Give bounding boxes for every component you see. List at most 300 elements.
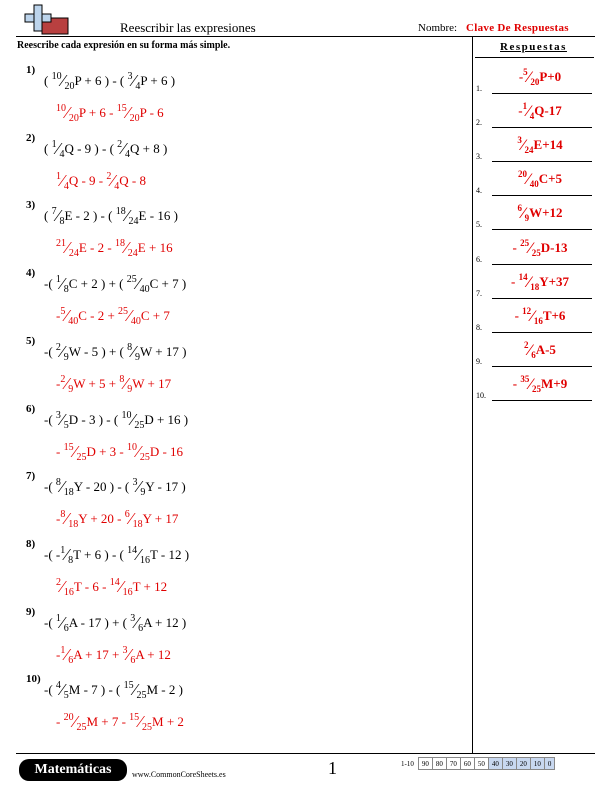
denominator: 40 [139,284,150,296]
fraction-slash: ⁄ [135,612,139,632]
expression-text: W + 17 [132,375,172,391]
answer-number: 2. [476,118,482,128]
name-value: Clave De Respuestas [466,22,569,34]
name-label: Nombre: [418,22,458,34]
problem-item [18,64,458,130]
fraction [55,680,69,702]
problem-expression [44,341,186,361]
denominator: 6 [63,622,69,634]
expression-text: - [518,69,524,84]
expression-text: - [512,239,521,255]
problem-expression [44,205,178,228]
expression-text: A + 12 ) [143,614,187,630]
answer-line [474,98,596,132]
fraction-slash: ⁄ [529,239,532,257]
expression-text: E - 2 ) - ( [64,208,116,224]
fraction [55,477,74,499]
denominator: 5 [63,419,69,431]
numerator: 10 [121,409,132,421]
denominator: 9 [68,383,74,395]
answer-value [484,68,596,86]
fraction-slash: ⁄ [111,170,115,190]
fraction [123,680,147,702]
problem-answer [56,305,170,328]
expression-text: T + 6 ) - ( [73,546,128,562]
denominator: 8 [63,284,69,296]
numerator: 10 [51,71,62,82]
fraction-slash: ⁄ [65,509,69,529]
answer-underline [492,127,592,128]
problem-number: 3) [26,199,36,212]
problem-expression [44,612,186,632]
answer-underline [492,400,592,401]
fraction [117,138,130,160]
problem-item [18,132,458,198]
numerator: 14 [109,576,120,588]
numerator: 21 [56,238,66,250]
column-divider [472,37,473,753]
denominator: 24 [68,248,79,260]
denominator: 9 [524,213,530,224]
numerator: 20 [518,169,528,180]
fraction [106,170,120,192]
fraction [51,71,75,92]
fraction [56,238,79,260]
expression-text: E - 2 - [78,240,115,256]
expression-text: W+12 [529,205,563,221]
fraction-slash: ⁄ [60,409,64,429]
fraction [520,237,541,258]
problem-number: 2) [26,131,36,144]
fraction-slash: ⁄ [60,341,64,361]
numerator: 20 [63,712,74,724]
fraction [115,206,139,228]
denominator: 6 [531,349,536,360]
answer-line [474,200,596,234]
expression-text: - [56,375,61,391]
answer-number: 10. [476,390,486,400]
answer-underline [492,195,592,196]
expression-text: P + 6 ) - ( [74,73,128,88]
numerator: 5 [523,67,528,77]
fraction-slash: ⁄ [129,509,133,529]
expression-text: C + 7 [140,308,170,324]
denominator: 40 [68,316,79,328]
expression-text: W + 5 + [73,375,120,391]
expression-text: Y + 17 [142,511,179,527]
answer-line [474,371,596,405]
problem-item [18,470,458,536]
fraction [127,341,140,363]
fraction [56,576,74,598]
denominator: 16 [63,586,74,598]
numerator: 1 [60,644,66,656]
denominator: 16 [533,315,543,326]
problem-number: 7) [26,470,36,483]
numerator: 10 [56,103,66,114]
problem-item [18,403,458,469]
denominator: 8 [68,554,74,566]
fraction-slash: ⁄ [136,274,140,294]
numerator: 6 [517,203,522,214]
fraction [60,509,79,531]
fraction [518,169,539,190]
fraction-slash: ⁄ [61,71,65,90]
expression-text: Y + 20 - [78,511,125,527]
fraction-slash: ⁄ [65,306,69,326]
answer-value [484,170,596,188]
denominator: 18 [63,487,74,499]
numerator: 3 [55,409,61,421]
denominator: 16 [122,586,133,598]
denominator: 20 [129,113,140,124]
answer-value [484,273,596,291]
problem-answer [56,508,179,531]
fraction [517,203,530,224]
problem-answer [56,644,171,664]
problem-number: 1) [26,64,36,76]
fraction [55,612,69,634]
denominator: 24 [524,145,534,156]
score-cell: 20 [516,758,530,770]
answer-underline [492,366,592,367]
fraction [127,441,150,463]
expression-text: T - 12 ) [149,546,190,562]
expression-text: D-13 [540,239,568,255]
fraction-slash: ⁄ [60,477,64,497]
problem-expression [44,476,186,499]
expression-text: - [512,375,521,391]
numerator: 3 [132,477,138,489]
fraction [520,373,542,394]
answer-number: 9. [476,356,482,366]
answer-number: 6. [476,254,482,264]
problem-expression [44,409,188,429]
fraction-slash: ⁄ [127,644,131,664]
fraction-slash: ⁄ [527,171,530,189]
score-label: 1-10 [401,759,414,768]
expression-text: - [56,443,64,459]
fraction [523,67,540,87]
fraction [114,238,138,260]
denominator: 20 [68,113,79,124]
worksheet-title: Reescribir las expresiones [120,20,256,35]
denominator: 25 [532,383,542,394]
denominator: 25 [136,690,147,702]
problem-number: 6) [26,402,36,415]
answer-line [474,64,596,98]
numerator: 18 [114,238,125,250]
problem-answer [56,170,146,190]
expression-text: W - 5 ) + ( [68,343,128,359]
denominator: 6 [130,654,136,666]
expression-text: C + 2 ) + ( [68,276,127,292]
numerator: 15 [129,712,140,724]
fraction [518,271,540,292]
fraction [60,544,74,566]
expression-text: Q - 8 [119,172,146,188]
fraction [56,103,79,124]
numerator: 8 [55,477,61,489]
fraction-slash: ⁄ [137,544,140,564]
problem-answer [56,373,171,393]
denominator: 25 [139,451,150,463]
fraction-slash: ⁄ [132,71,136,90]
numerator: 3 [517,135,522,146]
score-table [398,757,555,770]
numerator: 12 [522,305,532,316]
problem-number: 8) [26,537,36,550]
numerator: 10 [127,441,137,453]
denominator: 18 [68,519,79,531]
expression-text: Y+37 [539,273,570,289]
fraction-slash: ⁄ [527,69,531,86]
fraction-slash: ⁄ [65,544,69,564]
expression-text: M - 7 ) - ( [68,682,124,698]
answers-title-rule [475,57,594,58]
fraction [126,274,150,296]
footer-rule [16,753,595,754]
problem-answer [56,576,167,596]
numerator: 18 [115,206,126,218]
fraction [60,644,74,666]
fraction-slash: ⁄ [124,373,128,393]
fraction-slash: ⁄ [521,137,525,155]
expression-text: ( [44,208,52,224]
denominator: 18 [132,519,143,531]
fraction [63,712,87,734]
answer-value [484,102,596,120]
numerator: 8 [60,509,66,521]
expression-text: D - 3 ) - ( [68,411,122,427]
expression-text: E+14 [533,137,563,153]
fraction [522,305,543,326]
numerator: 4 [55,680,61,692]
fraction-slash: ⁄ [133,680,137,700]
denominator: 4 [529,111,535,122]
problem-number: 9) [26,605,36,618]
fraction [127,544,150,566]
fraction-slash: ⁄ [73,712,77,732]
numerator: 15 [123,680,134,692]
problem-item [18,673,458,739]
answer-number: 3. [476,152,482,162]
answer-line [474,337,596,371]
denominator: 24 [127,248,138,260]
answer-underline [492,298,592,299]
expression-text: P + 6 - [78,105,117,120]
numerator: 2 [55,341,61,353]
numerator: 7 [51,206,57,218]
numerator: 6 [124,509,130,521]
denominator: 5 [63,690,69,702]
numerator: 5 [60,306,66,318]
answer-line [474,269,596,303]
fraction-slash: ⁄ [531,307,534,325]
denominator: 24 [128,216,139,228]
expression-text: T+6 [542,307,566,323]
expression-text: T - 6 - [73,578,110,594]
fraction-slash: ⁄ [60,274,64,294]
denominator: 4 [59,148,65,160]
expression-text: W + 17 ) [139,343,187,359]
expression-text: D - 16 [149,443,184,459]
answer-line [474,235,596,269]
fraction-slash: ⁄ [125,206,129,226]
expression-text: A + 17 + [73,646,123,662]
numerator: 25 [118,306,129,318]
expression-text: D + 3 - [86,443,127,459]
problem-number: 4) [26,267,36,280]
fraction-slash: ⁄ [137,441,140,461]
expression-text: -( [44,276,56,292]
fraction [51,138,65,160]
numerator: 1 [522,101,528,112]
denominator: 9 [63,351,69,363]
numerator: 14 [127,544,138,556]
fraction-slash: ⁄ [60,612,64,632]
denominator: 40 [130,316,141,328]
numerator: 1 [51,138,57,150]
expression-text: -( [44,614,56,630]
answer-underline [492,93,592,94]
fraction [116,103,140,124]
answer-line [474,303,596,337]
expression-text: -( [44,479,56,495]
fraction [55,274,69,296]
page-number: 1 [328,758,337,778]
numerator: 2 [56,576,61,588]
fraction [63,441,87,463]
fraction [122,644,136,666]
problem-answer [56,711,184,734]
fraction [109,576,133,598]
fraction-slash: ⁄ [73,441,77,461]
expression-text: - [514,307,523,323]
numerator: 35 [520,373,530,384]
numerator: 15 [63,441,74,453]
fraction-slash: ⁄ [128,306,131,326]
answers-title: Respuestas [500,41,567,53]
expression-text: M + 7 - [86,714,130,730]
expression-text: C + 7 ) [149,276,187,292]
problem-item [18,538,458,604]
expression-text: M - 2 ) [146,682,183,698]
fraction [522,101,535,122]
problem-answer [56,237,173,260]
answer-underline [492,161,592,162]
site-url: www.CommonCoreSheets.es [132,770,226,779]
expression-text: Q - 9 ) - ( [64,140,118,156]
fraction [56,170,69,192]
numerator: 1 [56,170,61,182]
expression-text: -( [44,411,56,427]
problem-answer [56,441,183,461]
denominator: 25 [76,451,87,463]
expression-text: Q + 8 ) [130,140,168,156]
numerator: 14 [518,271,528,282]
expression-text: Y - 20 ) - ( [73,479,133,495]
denominator: 9 [134,351,140,363]
fraction [130,612,144,634]
numerator: 8 [119,373,125,385]
expression-text: ( [44,140,52,156]
expression-text: ( [44,73,52,88]
fraction-slash: ⁄ [131,409,135,429]
expression-text: P - 6 [139,105,164,120]
numerator: 2 [60,373,66,385]
fraction [124,509,143,531]
fraction-slash: ⁄ [137,477,141,497]
plus-logo-icon [22,4,70,40]
fraction [51,206,65,228]
header-rule [16,36,595,37]
score-cell: 90 [418,758,432,770]
problem-answer [56,102,164,122]
answer-number: 4. [476,186,482,196]
denominator: 18 [530,281,540,292]
score-cell: 50 [474,758,488,770]
problem-item [18,335,458,401]
expression-text: - [56,714,64,730]
denominator: 25 [134,419,145,431]
numerator: 15 [116,103,127,114]
fraction [132,477,146,499]
answer-underline [492,332,592,333]
expression-text: - [56,308,61,324]
problem-number: 10) [26,673,41,686]
answer-number: 5. [476,220,482,230]
fraction [524,339,536,360]
expression-text: C - 2 + [78,308,119,324]
numerator: 2 [117,138,123,150]
fraction [55,409,69,431]
expression-text: M+9 [541,375,568,391]
fraction-slash: ⁄ [122,138,125,158]
problem-item [18,267,458,333]
problem-expression [44,273,187,296]
fraction-slash: ⁄ [528,341,532,359]
expression-text: - [56,646,61,662]
fraction [517,135,534,156]
answer-underline [492,229,592,230]
numerator: 3 [122,644,128,656]
fraction-slash: ⁄ [132,341,135,361]
problem-number: 5) [26,334,36,347]
expression-text: M + 2 [152,714,184,730]
denominator: 20 [530,77,540,87]
expression-text: A-5 [535,341,556,357]
expression-text: P+0 [539,69,562,84]
expression-text: E + 16 [137,240,173,256]
fraction-slash: ⁄ [56,138,60,158]
fraction-slash: ⁄ [527,103,530,121]
expression-text: T + 12 [132,578,168,594]
expression-text: Q-17 [534,103,562,119]
fraction [121,409,145,431]
answer-value [484,204,596,222]
score-cell: 60 [460,758,474,770]
denominator: 40 [529,179,539,190]
numerator: 2 [106,170,112,182]
denominator: 9 [127,383,133,395]
answer-underline [492,264,592,265]
denominator: 25 [531,247,541,258]
numerator: 25 [126,274,137,286]
expression-text: D + 16 ) [144,411,189,427]
expression-text: A - 17 ) + ( [68,614,131,630]
answer-line [474,132,596,166]
